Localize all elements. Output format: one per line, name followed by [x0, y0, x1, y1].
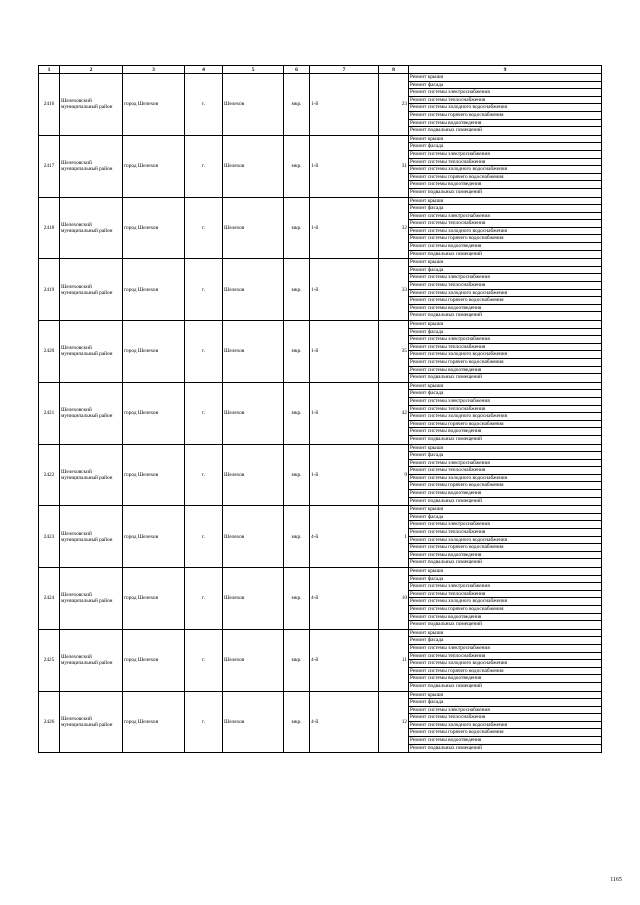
city-cell: Шелехов	[223, 259, 284, 321]
work-item: Ремонт системы теплоснабжения	[409, 529, 601, 537]
street-type-cell: мкр.	[284, 321, 310, 383]
settlement-cell: город Шелехов	[123, 135, 185, 197]
settlement-type-cell: г.	[185, 321, 223, 383]
street-type-cell: мкр.	[284, 197, 310, 259]
work-item: Ремонт фасада	[409, 576, 601, 584]
work-item: Ремонт системы электроснабжения	[409, 645, 601, 653]
row-number-cell: 2423	[39, 506, 60, 568]
work-item: Ремонт крыши	[409, 568, 601, 576]
work-item: Ремонт системы горячего водоснабжения	[409, 421, 601, 429]
district-cell: Шелеховский муниципальный район	[60, 629, 123, 691]
work-item: Ремонт фасада	[409, 329, 601, 337]
settlement-cell: город Шелехов	[123, 74, 185, 136]
work-item: Ремонт системы водоотведения	[409, 428, 601, 436]
work-item: Ремонт системы электроснабжения	[409, 336, 601, 344]
works-cell	[409, 382, 602, 444]
settlement-cell: город Шелехов	[123, 382, 185, 444]
work-item: Ремонт системы холодного водоснабжения	[409, 598, 601, 606]
work-item: Ремонт крыши	[409, 259, 601, 267]
city-cell: Шелехов	[223, 506, 284, 568]
work-item: Ремонт крыши	[409, 692, 601, 700]
street-type-cell: мкр.	[284, 691, 310, 753]
work-item: Ремонт системы теплоснабжения	[409, 591, 601, 599]
city-cell: Шелехов	[223, 568, 284, 630]
settlement-cell: город Шелехов	[123, 568, 185, 630]
street-cell: 1-й	[310, 444, 379, 506]
street-type-cell: мкр.	[284, 444, 310, 506]
work-item: Ремонт системы электроснабжения	[409, 460, 601, 468]
table-row	[39, 691, 602, 753]
work-item: Ремонт подвальных помещений	[410, 497, 482, 504]
works-cell	[409, 568, 602, 630]
settlement-type-cell: г.	[185, 259, 223, 321]
work-item: Ремонт системы горячего водоснабжения	[409, 112, 601, 120]
settlement-type-cell: г.	[185, 135, 223, 197]
work-item: Ремонт подвальных помещений	[410, 559, 482, 566]
work-item: Ремонт системы холодного водоснабжения	[409, 413, 601, 421]
work-item: Ремонт системы горячего водоснабжения	[409, 668, 601, 676]
table-row	[39, 568, 602, 630]
settlement-type-cell: г.	[185, 629, 223, 691]
street-type-cell: мкр.	[284, 568, 310, 630]
work-item: Ремонт системы электроснабжения	[409, 521, 601, 529]
work-item: Ремонт системы водоотведения	[409, 675, 601, 683]
work-item: Ремонт системы горячего водоснабжения	[409, 235, 601, 243]
settlement-cell: город Шелехов	[123, 321, 185, 383]
row-number-cell: 2426	[39, 691, 60, 753]
street-type-cell: мкр.	[284, 629, 310, 691]
works-cell	[409, 259, 602, 321]
house-number-cell: 23	[379, 74, 409, 136]
street-type-cell: мкр.	[284, 74, 310, 136]
work-item: Ремонт системы горячего водоснабжения	[409, 482, 601, 490]
settlement-type-cell: г.	[185, 197, 223, 259]
house-number-cell: 1	[379, 506, 409, 568]
work-item: Ремонт системы электроснабжения	[409, 583, 601, 591]
house-number-cell: 35	[379, 321, 409, 383]
row-number-cell: 2416	[39, 74, 60, 136]
table-row	[39, 259, 602, 321]
district-cell: Шелеховский муниципальный район	[60, 135, 123, 197]
work-item: Ремонт фасада	[409, 205, 601, 213]
settlement-cell: город Шелехов	[123, 629, 185, 691]
work-item: Ремонт системы водоотведения	[409, 552, 601, 560]
works-cell	[409, 197, 602, 259]
work-item: Ремонт системы водоотведения	[409, 737, 601, 745]
work-item: Ремонт системы водоотведения	[409, 367, 601, 375]
work-item: Ремонт системы холодного водоснабжения	[409, 722, 601, 730]
row-number-cell: 2417	[39, 135, 60, 197]
settlement-type-cell: г.	[185, 444, 223, 506]
work-item: Ремонт крыши	[409, 321, 601, 329]
settlement-type-cell: г.	[185, 691, 223, 753]
work-item: Ремонт системы водоотведения	[409, 243, 601, 251]
work-item: Ремонт крыши	[409, 383, 601, 391]
row-number-cell: 2422	[39, 444, 60, 506]
work-item: Ремонт системы теплоснабжения	[409, 282, 601, 290]
work-item: Ремонт системы электроснабжения	[409, 398, 601, 406]
work-item: Ремонт крыши	[409, 136, 601, 144]
work-item: Ремонт системы горячего водоснабжения	[409, 606, 601, 614]
work-item: Ремонт системы горячего водоснабжения	[409, 359, 601, 367]
settlement-cell: город Шелехов	[123, 691, 185, 753]
work-item: Ремонт системы теплоснабжения	[409, 97, 601, 105]
street-type-cell: мкр.	[284, 135, 310, 197]
row-number-cell: 2420	[39, 321, 60, 383]
settlement-cell: город Шелехов	[123, 444, 185, 506]
street-cell: 4-й	[310, 506, 379, 568]
work-item: Ремонт подвальных помещений	[410, 127, 482, 134]
work-item: Ремонт системы холодного водоснабжения	[409, 475, 601, 483]
house-number-cell: 12	[379, 691, 409, 753]
district-cell: Шелеховский муниципальный район	[60, 691, 123, 753]
work-item: Ремонт фасада	[409, 514, 601, 522]
work-item: Ремонт системы электроснабжения	[409, 89, 601, 97]
work-item: Ремонт крыши	[409, 74, 601, 82]
street-cell: 1-й	[310, 135, 379, 197]
work-item: Ремонт системы электроснабжения	[409, 707, 601, 715]
work-item: Ремонт фасада	[409, 699, 601, 707]
work-item: Ремонт системы теплоснабжения	[409, 467, 601, 475]
column-header: 5	[223, 66, 284, 74]
work-item: Ремонт системы водоотведения	[409, 614, 601, 622]
row-number-cell: 2419	[39, 259, 60, 321]
table-row	[39, 135, 602, 197]
street-cell: 4-й	[310, 568, 379, 630]
page-number: 1165	[610, 877, 622, 883]
column-header: 3	[123, 66, 185, 74]
table-row	[39, 197, 602, 259]
work-item: Ремонт системы холодного водоснабжения	[409, 660, 601, 668]
city-cell: Шелехов	[223, 691, 284, 753]
work-item: Ремонт системы теплоснабжения	[409, 653, 601, 661]
street-cell: 1-й	[310, 74, 379, 136]
works-cell	[409, 74, 602, 136]
work-item: Ремонт системы электроснабжения	[409, 274, 601, 282]
work-item: Ремонт фасада	[409, 267, 601, 275]
work-item: Ремонт подвальных помещений	[410, 250, 482, 257]
district-cell: Шелеховский муниципальный район	[60, 321, 123, 383]
work-item: Ремонт подвальных помещений	[410, 312, 482, 319]
work-item: Ремонт системы теплоснабжения	[409, 344, 601, 352]
work-item: Ремонт системы горячего водоснабжения	[409, 544, 601, 552]
street-cell: 1-й	[310, 197, 379, 259]
row-number-cell: 2424	[39, 568, 60, 630]
work-item: Ремонт подвальных помещений	[410, 621, 482, 628]
work-item: Ремонт подвальных помещений	[410, 435, 482, 442]
register-table	[38, 65, 602, 753]
work-item: Ремонт системы теплоснабжения	[409, 220, 601, 228]
house-number-cell: 31	[379, 135, 409, 197]
work-item: Ремонт подвальных помещений	[410, 744, 482, 751]
works-cell	[409, 629, 602, 691]
column-header: 9	[409, 66, 602, 74]
work-item: Ремонт фасада	[409, 637, 601, 645]
street-type-cell: мкр.	[284, 382, 310, 444]
table-row	[39, 444, 602, 506]
work-item: Ремонт системы электроснабжения	[409, 151, 601, 159]
district-cell: Шелеховский муниципальный район	[60, 568, 123, 630]
work-item: Ремонт системы водоотведения	[409, 181, 601, 189]
city-cell: Шелехов	[223, 382, 284, 444]
district-cell: Шелеховский муниципальный район	[60, 197, 123, 259]
work-item: Ремонт подвальных помещений	[410, 374, 482, 381]
settlement-type-cell: г.	[185, 74, 223, 136]
settlement-type-cell: г.	[185, 568, 223, 630]
table-row	[39, 629, 602, 691]
work-item: Ремонт системы холодного водоснабжения	[409, 228, 601, 236]
column-header: 6	[284, 66, 310, 74]
work-item: Ремонт системы водоотведения	[409, 305, 601, 313]
district-cell: Шелеховский муниципальный район	[60, 74, 123, 136]
works-cell	[409, 506, 602, 568]
column-header: 1	[39, 66, 60, 74]
street-cell: 1-й	[310, 321, 379, 383]
settlement-cell: город Шелехов	[123, 259, 185, 321]
table-row	[39, 74, 602, 136]
column-header: 8	[379, 66, 409, 74]
work-item: Ремонт системы горячего водоснабжения	[409, 729, 601, 737]
works-cell	[409, 321, 602, 383]
street-cell: 4-й	[310, 691, 379, 753]
settlement-type-cell: г.	[185, 382, 223, 444]
work-item: Ремонт системы водоотведения	[409, 120, 601, 128]
works-cell	[409, 691, 602, 753]
work-item: Ремонт системы водоотведения	[409, 490, 601, 498]
work-item: Ремонт фасада	[409, 143, 601, 151]
row-number-cell: 2421	[39, 382, 60, 444]
house-number-cell: 32	[379, 197, 409, 259]
work-item: Ремонт системы холодного водоснабжения	[409, 351, 601, 359]
house-number-cell: 33	[379, 259, 409, 321]
work-item: Ремонт системы холодного водоснабжения	[409, 537, 601, 545]
street-type-cell: мкр.	[284, 259, 310, 321]
work-item: Ремонт фасада	[409, 82, 601, 90]
work-item: Ремонт крыши	[409, 198, 601, 206]
city-cell: Шелехов	[223, 197, 284, 259]
street-type-cell: мкр.	[284, 506, 310, 568]
house-number-cell: 10	[379, 568, 409, 630]
work-item: Ремонт системы горячего водоснабжения	[409, 297, 601, 305]
table-row	[39, 506, 602, 568]
house-number-cell: 42	[379, 382, 409, 444]
work-item: Ремонт системы холодного водоснабжения	[409, 104, 601, 112]
work-item: Ремонт системы холодного водоснабжения	[409, 166, 601, 174]
city-cell: Шелехов	[223, 135, 284, 197]
work-item: Ремонт системы теплоснабжения	[409, 406, 601, 414]
street-cell: 1-й	[310, 382, 379, 444]
street-cell: 4-й	[310, 629, 379, 691]
work-item: Ремонт подвальных помещений	[410, 682, 482, 689]
work-item: Ремонт крыши	[409, 630, 601, 638]
header-row	[39, 66, 602, 74]
work-item: Ремонт фасада	[409, 452, 601, 460]
city-cell: Шелехов	[223, 74, 284, 136]
district-cell: Шелеховский муниципальный район	[60, 259, 123, 321]
work-item: Ремонт системы теплоснабжения	[409, 714, 601, 722]
column-header: 7	[310, 66, 379, 74]
district-cell: Шелеховский муниципальный район	[60, 382, 123, 444]
column-header: 4	[185, 66, 223, 74]
table-row	[39, 382, 602, 444]
row-number-cell: 2418	[39, 197, 60, 259]
work-item: Ремонт крыши	[409, 445, 601, 453]
works-cell	[409, 135, 602, 197]
work-item: Ремонт системы теплоснабжения	[409, 159, 601, 167]
work-item: Ремонт системы горячего водоснабжения	[409, 174, 601, 182]
work-item: Ремонт подвальных помещений	[410, 188, 482, 195]
column-header: 2	[60, 66, 123, 74]
table-row	[39, 321, 602, 383]
settlement-cell: город Шелехов	[123, 506, 185, 568]
settlement-type-cell: г.	[185, 506, 223, 568]
street-cell: 1-й	[310, 259, 379, 321]
city-cell: Шелехов	[223, 444, 284, 506]
city-cell: Шелехов	[223, 629, 284, 691]
work-item: Ремонт фасада	[409, 390, 601, 398]
work-item: Ремонт системы электроснабжения	[409, 213, 601, 221]
house-number-cell: 11	[379, 629, 409, 691]
work-item: Ремонт системы холодного водоснабжения	[409, 290, 601, 298]
city-cell: Шелехов	[223, 321, 284, 383]
work-item: Ремонт крыши	[409, 506, 601, 514]
district-cell: Шелеховский муниципальный район	[60, 444, 123, 506]
works-cell	[409, 444, 602, 506]
house-number-cell: 9	[379, 444, 409, 506]
row-number-cell: 2425	[39, 629, 60, 691]
district-cell: Шелеховский муниципальный район	[60, 506, 123, 568]
settlement-cell: город Шелехов	[123, 197, 185, 259]
